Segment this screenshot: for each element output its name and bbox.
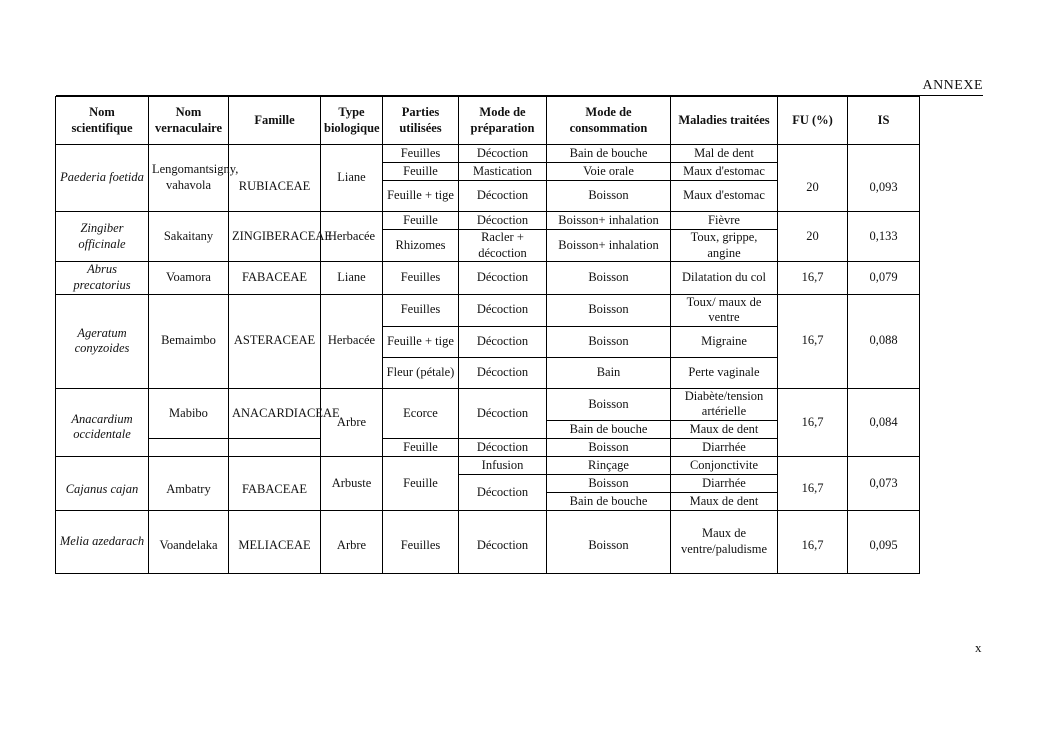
vernacular-name-cell: Ambatry — [149, 457, 229, 511]
disease-cell: Diabète/tension artérielle — [671, 388, 778, 420]
header-consumption-mode: Mode de consommation — [547, 97, 671, 145]
disease-cell: Diarrhée — [671, 475, 778, 493]
part-cell: Ecorce — [383, 388, 459, 438]
disease-cell: Migraine — [671, 326, 778, 357]
bio-type-cell: Herbacée — [321, 212, 383, 262]
header-parts-used: Parties utilisées — [383, 97, 459, 145]
disease-cell: Toux/ maux de ventre — [671, 294, 778, 326]
consumption-cell: Voie orale — [547, 163, 671, 181]
consumption-cell: Boisson — [547, 326, 671, 357]
bio-type-cell: Arbuste — [321, 457, 383, 511]
header-is: IS — [848, 97, 920, 145]
consumption-cell: Bain de bouche — [547, 421, 671, 439]
disease-cell: Diarrhée — [671, 439, 778, 457]
consumption-cell: Rinçage — [547, 457, 671, 475]
fu-cell: 16,7 — [778, 511, 848, 574]
consumption-cell: Boisson — [547, 181, 671, 212]
disease-cell: Maux de ventre/paludisme — [671, 511, 778, 574]
family-cell: ANACARDIACEAE — [229, 388, 321, 438]
disease-cell: Toux, grippe, angine — [671, 230, 778, 262]
prep-cell: Décoction — [459, 439, 547, 457]
part-cell: Fleur (pétale) — [383, 357, 459, 388]
consumption-cell: Boisson — [547, 388, 671, 420]
page-number: x — [975, 640, 982, 655]
scientific-name-cell: Abrus precatorius — [56, 262, 149, 294]
part-cell: Feuilles — [383, 294, 459, 326]
part-cell: Feuille — [383, 212, 459, 230]
prep-cell: Mastication — [459, 163, 547, 181]
scientific-name-cell: Paederia foetida — [56, 145, 149, 212]
fu-cell: 16,7 — [778, 294, 848, 388]
disease-cell: Perte vaginale — [671, 357, 778, 388]
bio-type-cell: Liane — [321, 262, 383, 294]
bio-type-cell: Arbre — [321, 388, 383, 456]
header-fu: FU (%) — [778, 97, 848, 145]
vernacular-name-cell: Voamora — [149, 262, 229, 294]
part-cell: Feuille — [383, 439, 459, 457]
prep-cell: Décoction — [459, 511, 547, 574]
header-bio-type: Type biologique — [321, 97, 383, 145]
ethnobotany-table — [55, 96, 920, 574]
prep-cell: Décoction — [459, 294, 547, 326]
scientific-name-cell: Cajanus cajan — [56, 457, 149, 511]
consumption-cell: Boisson — [547, 511, 671, 574]
family-cell: MELIACEAE — [229, 511, 321, 574]
family-cell: FABACEAE — [229, 262, 321, 294]
bio-type-cell: Arbre — [321, 511, 383, 574]
consumption-cell: Boisson+ inhalation — [547, 230, 671, 262]
prep-cell: Décoction — [459, 475, 547, 511]
prep-cell: Décoction — [459, 388, 547, 438]
consumption-cell: Bain — [547, 357, 671, 388]
table-row — [56, 511, 920, 574]
is-cell: 0,073 — [848, 457, 920, 511]
part-cell: Feuille + tige — [383, 326, 459, 357]
fu-cell: 16,7 — [778, 388, 848, 456]
consumption-cell: Boisson+ inhalation — [547, 212, 671, 230]
disease-cell: Dilatation du col — [671, 262, 778, 294]
prep-cell: Racler + décoction — [459, 230, 547, 262]
vernacular-name-cell-empty — [149, 439, 229, 457]
part-cell: Feuille + tige — [383, 181, 459, 212]
header-diseases: Maladies traitées — [671, 97, 778, 145]
part-cell: Feuilles — [383, 145, 459, 163]
disease-cell: Maux d'estomac — [671, 181, 778, 212]
vernacular-name-cell: Voandelaka — [149, 511, 229, 574]
annex-title: ANNEXE — [922, 78, 983, 93]
table-row — [56, 294, 920, 326]
is-cell: 0,079 — [848, 262, 920, 294]
consumption-cell: Boisson — [547, 439, 671, 457]
part-cell: Rhizomes — [383, 230, 459, 262]
family-cell: ZINGIBERACEAE — [229, 212, 321, 262]
bio-type-cell: Liane — [321, 145, 383, 212]
is-cell: 0,095 — [848, 511, 920, 574]
disease-cell: Maux de dent — [671, 421, 778, 439]
header-prep-mode: Mode de préparation — [459, 97, 547, 145]
fu-cell: 20 — [778, 145, 848, 212]
family-cell: ASTERACEAE — [229, 294, 321, 388]
table-row — [56, 262, 920, 294]
vernacular-name-cell: Sakaitany — [149, 212, 229, 262]
disease-cell: Fièvre — [671, 212, 778, 230]
vernacular-name-cell: Bemaimbo — [149, 294, 229, 388]
disease-cell: Mal de dent — [671, 145, 778, 163]
prep-cell: Décoction — [459, 181, 547, 212]
fu-cell: 16,7 — [778, 262, 848, 294]
table-row — [56, 457, 920, 475]
scientific-name-cell: Zingiber officinale — [56, 212, 149, 262]
header-scientific-name: Nom scientifique — [56, 97, 149, 145]
scientific-name-cell: Ageratum conyzoides — [56, 294, 149, 388]
disease-cell: Maux d'estomac — [671, 163, 778, 181]
part-cell: Feuilles — [383, 511, 459, 574]
scientific-name-cell: Melia azedarach — [56, 511, 149, 574]
part-cell: Feuille — [383, 457, 459, 511]
table-row — [56, 212, 920, 230]
vernacular-name-cell: Mabibo — [149, 388, 229, 438]
is-cell: 0,133 — [848, 212, 920, 262]
part-cell: Feuilles — [383, 262, 459, 294]
prep-cell: Infusion — [459, 457, 547, 475]
consumption-cell: Boisson — [547, 475, 671, 493]
consumption-cell: Bain de bouche — [547, 493, 671, 511]
vernacular-name-cell: Lengomantsigny, vahavola — [149, 145, 229, 212]
consumption-cell: Boisson — [547, 294, 671, 326]
consumption-cell: Bain de bouche — [547, 145, 671, 163]
is-cell: 0,084 — [848, 388, 920, 456]
consumption-cell: Boisson — [547, 262, 671, 294]
part-cell: Feuille — [383, 163, 459, 181]
is-cell: 0,093 — [848, 145, 920, 212]
family-cell-empty — [229, 439, 321, 457]
family-cell: RUBIACEAE — [229, 145, 321, 212]
disease-cell: Conjonctivite — [671, 457, 778, 475]
header-family: Famille — [229, 97, 321, 145]
header-vernacular-name: Nom vernaculaire — [149, 97, 229, 145]
bio-type-cell: Herbacée — [321, 294, 383, 388]
prep-cell: Décoction — [459, 326, 547, 357]
table-row — [56, 388, 920, 420]
header-row — [56, 97, 920, 145]
prep-cell: Décoction — [459, 145, 547, 163]
family-cell: FABACEAE — [229, 457, 321, 511]
prep-cell: Décoction — [459, 262, 547, 294]
disease-cell: Maux de dent — [671, 493, 778, 511]
fu-cell: 20 — [778, 212, 848, 262]
table-row — [56, 145, 920, 163]
scientific-name-cell: Anacardium occidentale — [56, 388, 149, 456]
fu-cell: 16,7 — [778, 457, 848, 511]
is-cell: 0,088 — [848, 294, 920, 388]
prep-cell: Décoction — [459, 212, 547, 230]
prep-cell: Décoction — [459, 357, 547, 388]
